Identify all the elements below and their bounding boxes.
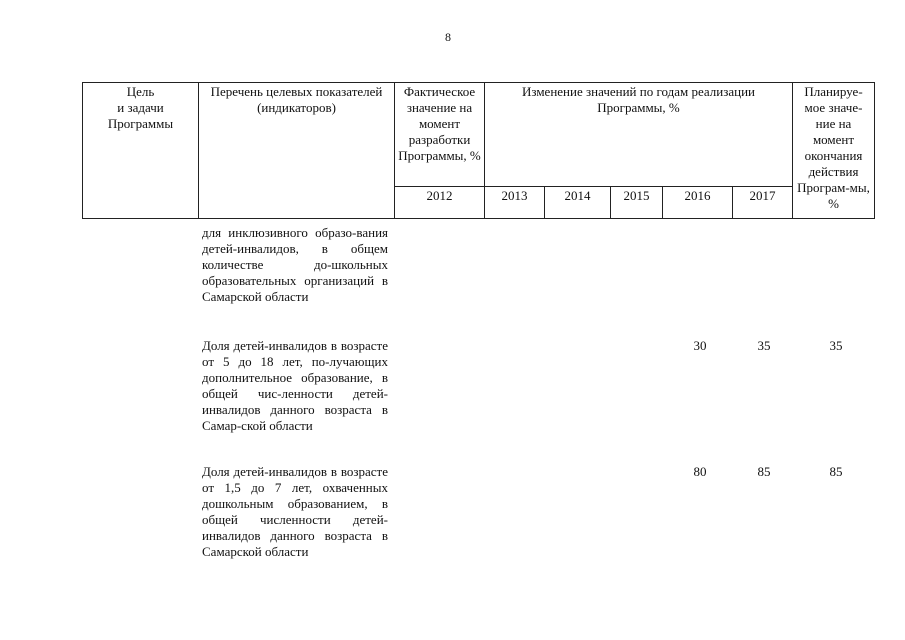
year-2013-cell: 2013 <box>485 187 545 219</box>
year-2012-cell: 2012 <box>395 187 485 219</box>
header-goal-cell: Цель и задачи Программы <box>83 83 199 219</box>
header-indicators-cell: Перечень целевых показателей (индикаторов) <box>199 83 395 219</box>
program-indicators-table-header <box>82 82 875 219</box>
value-2017: 85 <box>757 464 771 479</box>
indicator-text: для инклюзивного образо-вания детей-инвалидов, в общем количестве до-школьных образовательных организаций в Самарской области <box>202 225 388 304</box>
header-actual-cell: Фактическое значение на момент разработки Программы, % <box>395 83 485 187</box>
value-planned: 35 <box>829 338 843 353</box>
year-2014-cell: 2014 <box>545 187 611 219</box>
indicator-text: Доля детей-инвалидов в возрасте от 1,5 до 7 лет, охваченных дошкольным образованием, в общей численности детей-инвалидов данного возраста в Самарской области <box>202 464 388 559</box>
value-2016: 80 <box>693 464 707 479</box>
year-2015-cell: 2015 <box>611 187 663 219</box>
value-2016: 30 <box>693 338 707 353</box>
indicator-text: Доля детей-инвалидов в возрасте от 5 до 18 лет, по-лучающих дополнительное образование, в общей чис-ленности детей-инвалидов данного возраста в Самар-ской области <box>202 338 388 433</box>
year-2017-cell: 2017 <box>733 187 793 219</box>
header-planned-cell: Планируе-мое значе-ние на момент окончания действия Програм-мы, % <box>793 83 875 219</box>
value-planned: 85 <box>829 464 843 479</box>
page-number: 8 <box>445 30 451 44</box>
value-2017: 35 <box>757 338 771 353</box>
header-changes-cell: Изменение значений по годам реализации Программы, % <box>485 83 793 187</box>
year-2016-cell: 2016 <box>663 187 733 219</box>
